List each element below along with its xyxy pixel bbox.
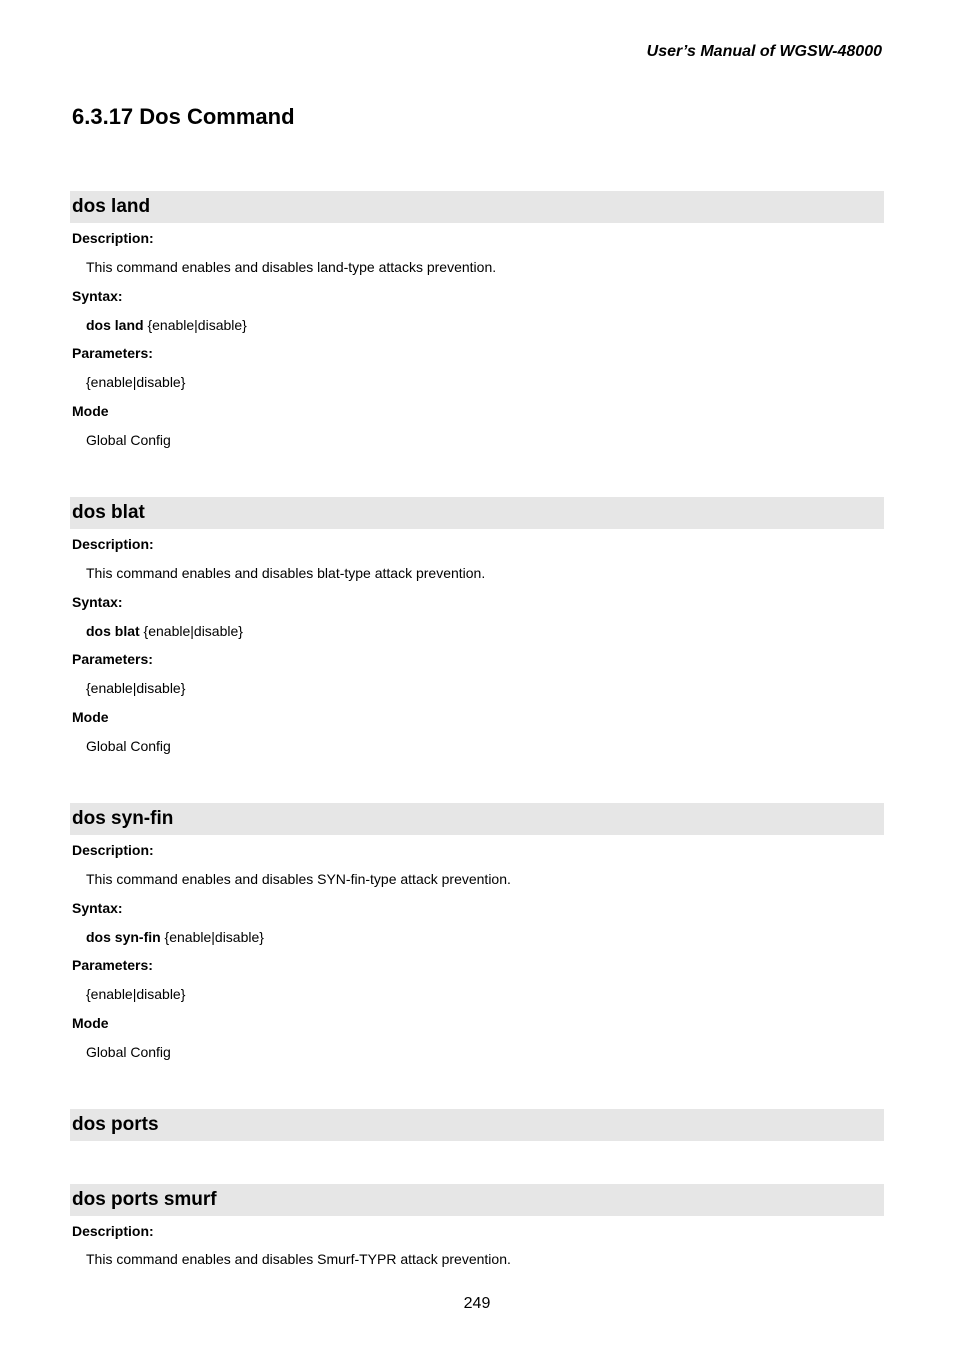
syntax-text [86, 316, 247, 334]
description-text: This command enables and disables Smurf-TYPR attack prevention. [86, 1251, 511, 1267]
command-block-dos-syn-fin [70, 803, 884, 1063]
syntax-args: {enable|disable} [143, 317, 247, 333]
description-label: Description: [72, 842, 154, 858]
command-heading: dos ports [70, 1109, 884, 1141]
parameters-label: Parameters: [72, 957, 153, 973]
command-heading: dos blat [70, 497, 884, 529]
command-block-dos-land [70, 191, 884, 451]
description-text: This command enables and disables blat-type attack prevention. [86, 565, 486, 581]
syntax-args: {enable|disable} [139, 623, 243, 639]
command-heading: dos land [70, 191, 884, 223]
command-heading: dos syn-fin [70, 803, 884, 835]
syntax-keyword: dos syn-fin [86, 929, 161, 945]
description-text: This command enables and disables land-type attacks prevention. [86, 259, 497, 275]
syntax-text [86, 622, 243, 640]
mode-label: Mode [72, 709, 109, 725]
command-block-dos-ports-smurf [70, 1184, 884, 1274]
description-label: Description: [72, 230, 154, 246]
command-block-dos-ports [70, 1109, 884, 1141]
mode-text: Global Config [86, 432, 171, 448]
syntax-text [86, 928, 264, 946]
syntax-keyword: dos land [86, 317, 144, 333]
parameters-label: Parameters: [72, 651, 153, 667]
parameters-text: {enable|disable} [86, 986, 186, 1002]
mode-label: Mode [72, 1015, 109, 1031]
syntax-args: {enable|disable} [160, 929, 264, 945]
page-number: 249 [463, 1295, 491, 1312]
mode-text: Global Config [86, 1044, 171, 1060]
parameters-text: {enable|disable} [86, 374, 186, 390]
section-title: 6.3.17 Dos Command [72, 104, 295, 129]
syntax-label: Syntax: [72, 900, 123, 916]
parameters-label: Parameters: [72, 345, 153, 361]
mode-text: Global Config [86, 738, 171, 754]
description-label: Description: [72, 1223, 154, 1239]
description-label: Description: [72, 536, 154, 552]
syntax-label: Syntax: [72, 594, 123, 610]
description-text: This command enables and disables SYN-fin-type attack prevention. [86, 871, 511, 887]
mode-label: Mode [72, 403, 109, 419]
page-header: User’s Manual of WGSW-48000 [646, 43, 882, 60]
syntax-label: Syntax: [72, 288, 123, 304]
command-heading: dos ports smurf [70, 1184, 884, 1216]
parameters-text: {enable|disable} [86, 680, 186, 696]
command-block-dos-blat [70, 497, 884, 757]
syntax-keyword: dos blat [86, 623, 140, 639]
